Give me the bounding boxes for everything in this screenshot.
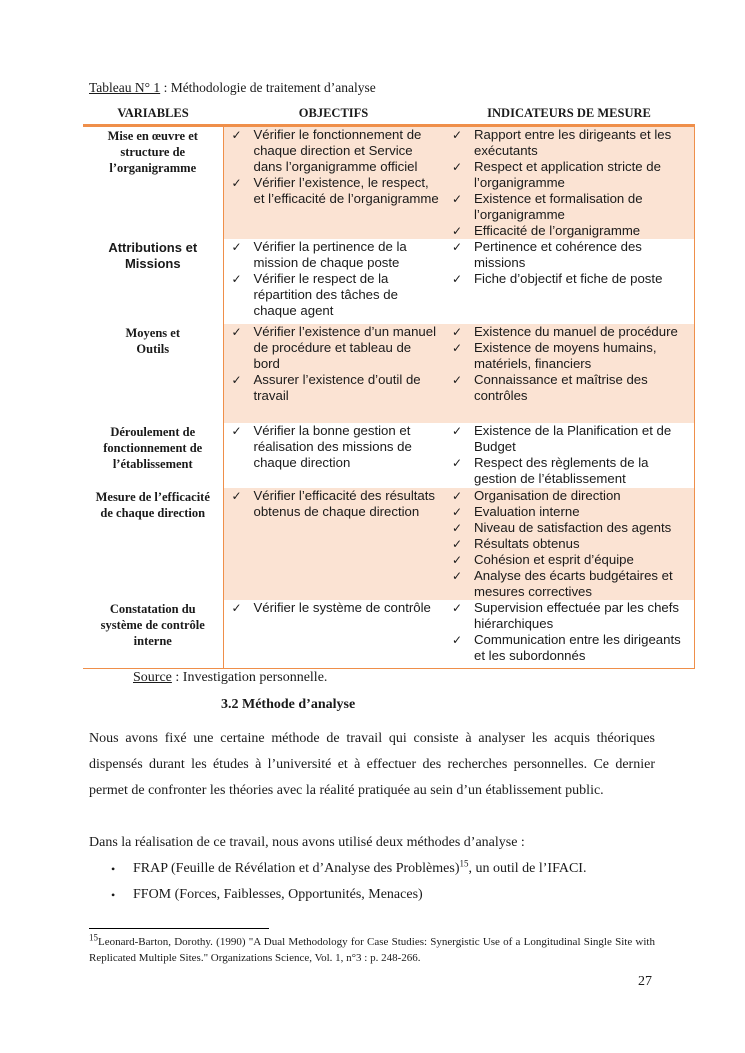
table-row	[83, 600, 694, 669]
variable-line: Déroulement de	[110, 425, 196, 439]
table-source	[133, 670, 327, 686]
check-icon: ✓	[452, 325, 463, 339]
table-row	[83, 126, 694, 240]
check-icon: ✓	[231, 489, 242, 503]
variable-line: de chaque direction	[100, 506, 206, 520]
indicateurs-list	[444, 488, 694, 600]
objective-item	[224, 372, 445, 404]
table-caption-label: Tableau N° 1	[89, 80, 161, 95]
check-icon: ✓	[452, 272, 463, 286]
objective-item	[224, 324, 445, 372]
header-variables: VARIABLES	[83, 103, 223, 126]
objective-item-text: Vérifier le fonctionnement de chaque direction et Service dans l’organigramme officiel	[253, 127, 422, 174]
source-text: : Investigation personnelle.	[171, 670, 328, 685]
variable-cell	[83, 239, 223, 324]
objective-item-text: Vérifier l’existence d’un manuel de procédure et tableau de bord	[253, 324, 437, 371]
objectifs-list	[224, 488, 445, 520]
indicator-item-text: Niveau de satisfaction des agents	[474, 520, 672, 535]
indicator-item-text: Evaluation interne	[474, 504, 580, 519]
list-item-suffix: , un outil de l’IFACI.	[468, 861, 587, 876]
indicator-item	[444, 568, 694, 600]
table-row	[83, 324, 694, 423]
indicator-item-text: Analyse des écarts budgétaires et mesures correctives	[474, 568, 673, 599]
check-icon: ✓	[452, 192, 463, 206]
table-caption	[89, 80, 376, 96]
objectifs-list	[224, 423, 445, 471]
source-label: Source	[133, 670, 172, 685]
objective-item	[224, 271, 445, 319]
indicator-item	[444, 632, 694, 664]
page-number: 27	[638, 974, 652, 989]
objective-item	[224, 239, 445, 271]
indicateurs-list	[444, 324, 694, 404]
objectifs-list	[224, 239, 445, 319]
objective-cell	[223, 423, 444, 488]
variable-line: interne	[133, 634, 172, 648]
indicator-item	[444, 191, 694, 223]
indicator-item	[444, 504, 694, 520]
objective-cell	[223, 488, 444, 600]
check-icon: ✓	[231, 240, 242, 254]
indicator-item-text: Organisation de direction	[474, 488, 621, 503]
variable-cell	[83, 423, 223, 488]
table-caption-text: : Méthodologie de traitement d’analyse	[160, 80, 376, 95]
check-icon: ✓	[452, 456, 463, 470]
indicateurs-list	[444, 423, 694, 487]
indicator-cell	[444, 488, 694, 600]
footnote-text: Leonard-Barton, Dorothy. (1990) "A Dual Methodology for Case Studies: Synergistic Use of a Longitudinal Single Site with Replicated Multiple Sites." Organizations Science, Vol. 1, n°3 : p. 248-266.	[89, 936, 655, 964]
check-icon: ✓	[452, 128, 463, 142]
variable-line: Missions	[124, 256, 181, 271]
check-icon: ✓	[231, 176, 242, 190]
paragraph-analysis-intro: Dans la réalisation de ce travail, nous avons utilisé deux méthodes d’analyse :	[89, 835, 525, 850]
indicator-item	[444, 223, 694, 239]
indicateurs-list	[444, 127, 694, 239]
indicator-item	[444, 552, 694, 568]
footnote-number: 15	[89, 932, 98, 943]
footnote	[89, 934, 655, 966]
indicator-item-text: Existence du manuel de procédure	[474, 324, 678, 339]
list-item-text: FFOM (Forces, Faiblesses, Opportunités, Menaces)	[133, 887, 423, 902]
indicator-item	[444, 372, 694, 404]
paragraph-method: Nous avons fixé une certaine méthode de travail qui consiste à analyser les acquis théoriques dispensés durant les études à l’université et à effectuer des recherches personnelles. Ce dernier permet de confronter les théories avec la réalité pratiquée au sein d’un établissement public.	[89, 731, 655, 798]
objective-cell	[223, 600, 444, 669]
indicator-item-text: Respect et application stricte de l’organigramme	[474, 159, 661, 190]
indicator-item-text: Existence de la Planification et de Budget	[474, 423, 672, 454]
indicator-cell	[444, 239, 694, 324]
indicator-item-text: Existence de moyens humains, matériels, financiers	[474, 340, 657, 371]
indicator-cell	[444, 324, 694, 423]
table-row	[83, 488, 694, 600]
variable-line: Mesure de l’efficacité	[95, 490, 210, 504]
table-row	[83, 423, 694, 488]
variable-line: Constatation du	[109, 602, 196, 616]
indicator-item	[444, 239, 694, 271]
check-icon: ✓	[452, 424, 463, 438]
variable-line: structure de	[120, 145, 186, 159]
methodology-table	[83, 103, 695, 669]
indicator-item	[444, 488, 694, 504]
indicator-item-text: Communication entre les dirigeants et les subordonnés	[474, 632, 681, 663]
check-icon: ✓	[452, 553, 463, 567]
indicator-item-text: Pertinence et cohérence des missions	[474, 239, 642, 270]
indicator-item	[444, 340, 694, 372]
indicator-item-text: Efficacité de l’organigramme	[474, 223, 641, 238]
check-icon: ✓	[231, 325, 242, 339]
check-icon: ✓	[452, 569, 463, 583]
indicator-item	[444, 271, 694, 287]
check-icon: ✓	[231, 272, 242, 286]
methods-list	[89, 856, 655, 908]
indicator-item-text: Connaissance et maîtrise des contrôles	[474, 372, 648, 403]
footnote-ref[interactable]: 15	[459, 858, 469, 869]
objective-cell	[223, 324, 444, 423]
variable-line: Attributions et	[108, 240, 198, 255]
indicator-item	[444, 423, 694, 455]
indicator-item-text: Cohésion et esprit d’équipe	[474, 552, 634, 567]
objective-item	[224, 175, 445, 207]
indicator-item	[444, 600, 694, 632]
indicator-item	[444, 324, 694, 340]
objective-item-text: Vérifier le respect de la répartition des tâches de chaque agent	[253, 271, 398, 318]
check-icon: ✓	[452, 601, 463, 615]
check-icon: ✓	[452, 240, 463, 254]
variable-cell	[83, 488, 223, 600]
variable-line: l’établissement	[112, 457, 193, 471]
header-indicateurs: INDICATEURS DE MESURE	[444, 103, 694, 126]
objective-item-text: Vérifier le système de contrôle	[253, 600, 431, 615]
objective-item	[224, 423, 445, 471]
indicator-item-text: Supervision effectuée par les chefs hiérarchiques	[474, 600, 680, 631]
bullet-icon: •	[111, 888, 116, 902]
check-icon: ✓	[452, 341, 463, 355]
variable-line: Mise en œuvre et	[107, 129, 198, 143]
variable-line: système de contrôle	[100, 618, 205, 632]
variable-cell	[83, 600, 223, 669]
objective-item-text: Assurer l’existence d’outil de travail	[253, 372, 421, 403]
section-title: 3.2 Méthode d’analyse	[221, 697, 356, 712]
objective-item-text: Vérifier la bonne gestion et réalisation des missions de chaque direction	[253, 423, 412, 470]
footnote-separator	[89, 928, 269, 929]
objective-item	[224, 600, 445, 616]
list-item-text: FRAP (Feuille de Révélation et d’Analyse des Problèmes)	[133, 861, 460, 876]
indicator-item-text: Existence et formalisation de l’organigramme	[474, 191, 643, 222]
check-icon: ✓	[452, 521, 463, 535]
objective-item-text: Vérifier l’existence, le respect, et l’efficacité de l’organigramme	[253, 175, 439, 206]
check-icon: ✓	[452, 537, 463, 551]
check-icon: ✓	[452, 505, 463, 519]
objective-item-text: Vérifier la pertinence de la mission de chaque poste	[253, 239, 407, 270]
objective-item	[224, 127, 445, 175]
variable-line: l’organigramme	[109, 161, 197, 175]
list-item-frap	[89, 856, 655, 882]
objectifs-list	[224, 127, 445, 207]
indicator-cell	[444, 423, 694, 488]
list-item-ffom	[89, 882, 655, 908]
indicator-cell	[444, 600, 694, 669]
variable-line: fonctionnement de	[103, 441, 203, 455]
objectifs-list	[224, 600, 445, 616]
indicator-item	[444, 536, 694, 552]
indicateurs-list	[444, 239, 694, 287]
check-icon: ✓	[452, 633, 463, 647]
indicator-item	[444, 455, 694, 487]
objective-item-text: Vérifier l’efficacité des résultats obtenus de chaque direction	[253, 488, 436, 519]
check-icon: ✓	[452, 373, 463, 387]
objective-cell	[223, 126, 444, 240]
indicator-item-text: Respect des règlements de la gestion de l’établissement	[474, 455, 649, 486]
check-icon: ✓	[231, 601, 242, 615]
table-row	[83, 239, 694, 324]
objective-cell	[223, 239, 444, 324]
check-icon: ✓	[231, 373, 242, 387]
bullet-icon: •	[111, 862, 116, 876]
check-icon: ✓	[452, 224, 463, 238]
variable-cell	[83, 126, 223, 240]
variable-line: Moyens et	[125, 326, 180, 340]
indicator-item-text: Fiche d’objectif et fiche de poste	[474, 271, 663, 286]
indicator-cell	[444, 126, 694, 240]
indicator-item-text: Rapport entre les dirigeants et les exécutants	[474, 127, 672, 158]
objective-item	[224, 488, 445, 520]
header-objectifs: OBJECTIFS	[223, 103, 444, 126]
indicateurs-list	[444, 600, 694, 664]
variable-cell	[83, 324, 223, 423]
variable-line: Outils	[136, 342, 170, 356]
table-header-row	[83, 103, 694, 126]
objectifs-list	[224, 324, 445, 404]
indicator-item	[444, 159, 694, 191]
indicator-item-text: Résultats obtenus	[474, 536, 580, 551]
indicator-item	[444, 127, 694, 159]
check-icon: ✓	[452, 489, 463, 503]
check-icon: ✓	[231, 128, 242, 142]
check-icon: ✓	[231, 424, 242, 438]
check-icon: ✓	[452, 160, 463, 174]
indicator-item	[444, 520, 694, 536]
